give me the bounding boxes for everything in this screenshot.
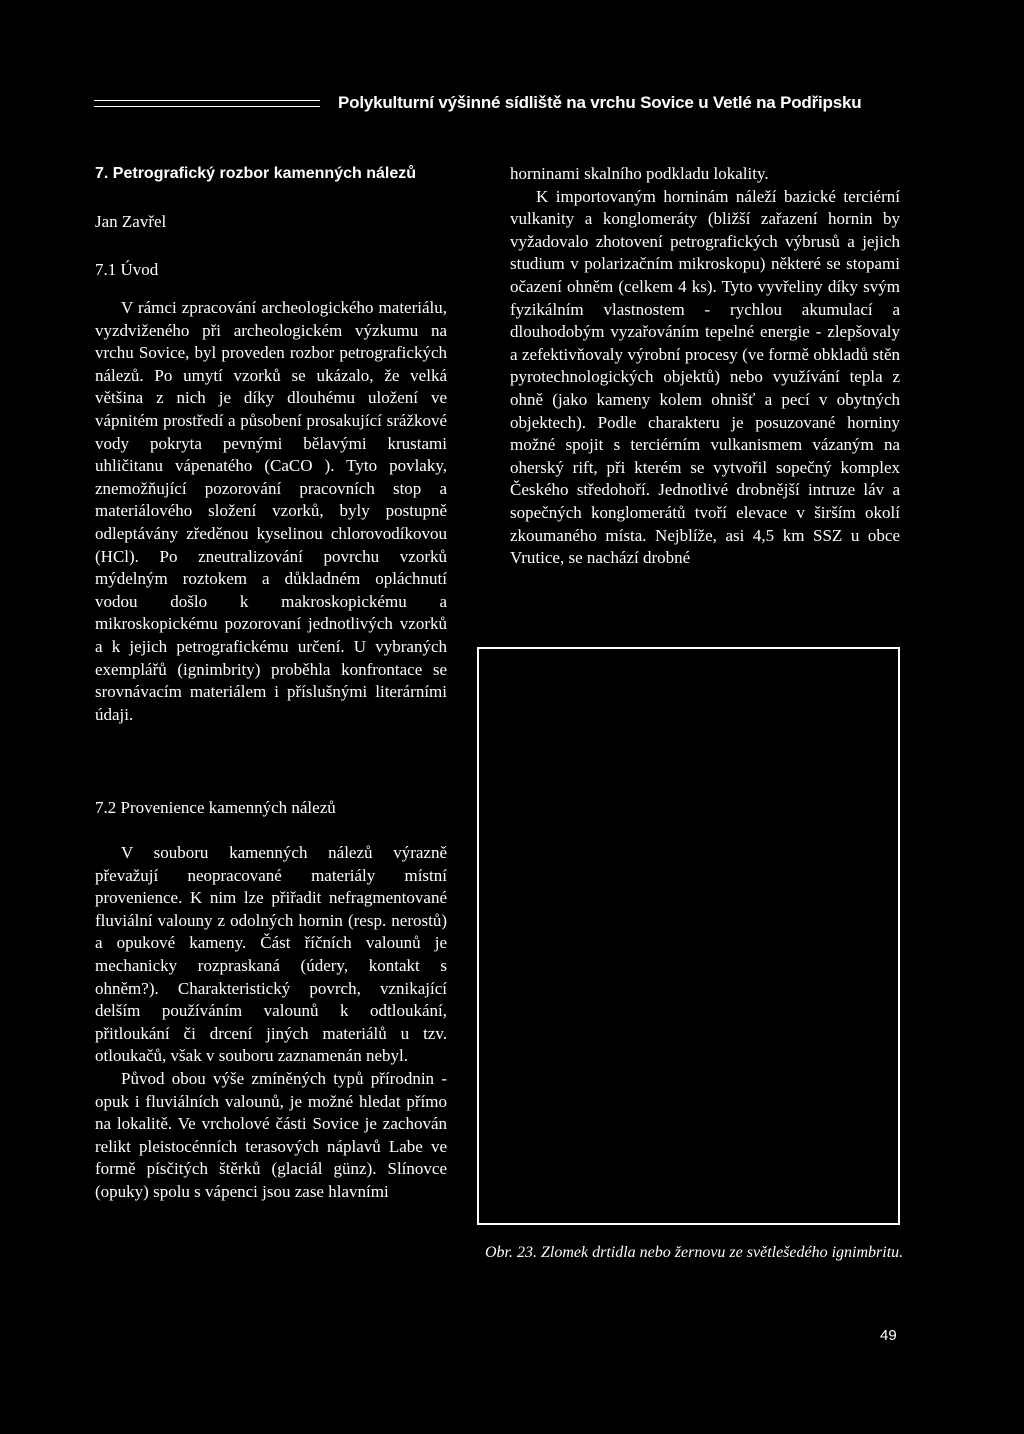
subsection-title-provenience: 7.2 Provenience kamenných nálezů: [95, 798, 336, 817]
running-title: Polykulturní výšinné sídliště na vrchu Sovice u Vetlé na Podřipsku: [338, 93, 862, 112]
subsection-title-intro: 7.1 Úvod: [95, 260, 159, 279]
figure-caption: Obr. 23. Zlomek drtidla nebo žernovu ze světlešedého ignimbritu.: [485, 1244, 904, 1261]
provenience-paragraph-2: Původ obou výše zmíněných typů přírodnin - opuk i fluviálních valounů, je možné hledat přímo na lokalitě. Ve vrcholové části Sovice je zachován relikt pleistocénních terasových náplavů Labe ve formě písčitých štěrků (glaciál günz). Slínovce (opuky) spolu s vápenci jsou zase hlavními: [95, 1068, 447, 1201]
intro-text-block: [95, 297, 447, 726]
page-number: 49: [880, 1327, 897, 1344]
right-continuation-line: horninami skalního podkladu lokality.: [510, 164, 769, 183]
intro-paragraph: V rámci zpracování archeologického materiálu, vyzdviženého při archeologickém výzkumu na vrchu Sovice, byl proveden rozbor petrografických nálezů. Po umytí vzorků se ukázalo, že velká většina z nich je díky dlouhému uložení ve vápnitém prostředí a působení prosakující srážkové vody pokryta pevnými bělavými krustami uhličitanu vápenatého (CaCO ). Tyto povlaky, znemožňující pozorování pracovních stop a materiálového složení vzorků, byly postupně odleptávány zředěnou kyselinou chlorovodíkovou (HCl). Po zneutralizování povrchu vzorků mýdelným roztokem a důkladném opláchnutí vodou došlo k makroskopickému a mikroskopickému pozorovaní jednotlivých vzorků a k jejich petrografickému určení. U vybraných exemplářů (ignimbrity) proběhla konfrontace se srovnávacím materiálem i příslušnými literárními údaji.: [95, 298, 447, 724]
provenience-paragraph-1: V souboru kamenných nálezů výrazně převažují neopracované materiály místní provenience. K nim lze přiřadit nefragmentované fluviální valouny z odolných hornin (resp. nerostů) a opukové kameny. Část říčních valounů je mechanicky rozpraskaná (údery, kontakt s ohněm?). Charakteristický povrch, vznikající delším používáním valounů k odtloukání, přitloukání či drcení jiných materiálů u tzv. otloukačů, však v souboru zaznamenán nebyl.: [95, 843, 447, 1066]
section-title: 7. Petrografický rozbor kamenných nálezů: [95, 165, 416, 182]
right-column-text: [510, 163, 900, 570]
header-rule-bottom: [94, 106, 320, 107]
author-name: Jan Zavřel: [95, 212, 167, 231]
provenience-text-block: [95, 842, 447, 1204]
right-paragraph: K importovaným horninám náleží bazické terciérní vulkanity a konglomeráty (bližší zařazení hornin by vyžadovalo zhotovení petrografických výbrusů a jejich studium v polarizačním mikroskopu) některé se stopami očazení ohněm (celkem 4 ks). Tyto vyvřeliny díky svým fyzikálním vlastnostem - rychlou akumulací a dlouhodobým vyzařováním tepelné energie - zlepšovaly a zefektivňovaly výrobní procesy (ve formě obkladů stěn pyrotechnologických objektů) nebo využívání tepla z ohně (jako kameny kolem ohnišť a pecí v obytných objektech). Podle charakteru je posuzované horniny možné spojit s terciérním vulkanismem vázaným na oherský rift, při kterém se vytvořil sopečný komplex Českého středohoří. Jednotlivé drobnější intruze láv a sopečných konglomerátů tvoří elevace v širším okolí zkoumaného místa. Nejblíže, asi 4,5 km SSZ u obce Vrutice, se nachází drobné: [510, 186, 900, 568]
header-rule-top: [94, 100, 320, 101]
figure-image-frame: [477, 647, 900, 1225]
